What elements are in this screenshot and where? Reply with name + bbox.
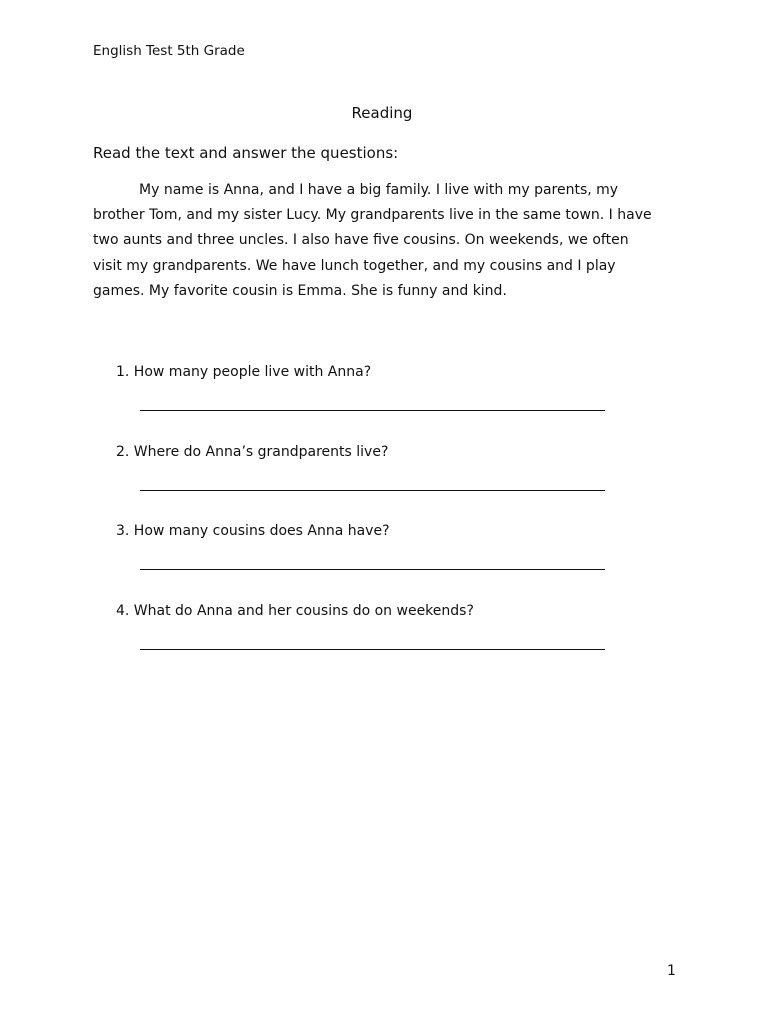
- question-item: [116, 521, 676, 601]
- answer-line: [140, 569, 605, 570]
- question-list: [116, 362, 676, 680]
- question-text: 4. What do Anna and her cousins do on weekends?: [116, 602, 474, 619]
- section-title: Reading: [351, 104, 413, 122]
- instruction-text: Read the text and answer the questions:: [93, 144, 399, 162]
- question-item: [116, 601, 676, 681]
- question-text: 3. How many cousins does Anna have?: [116, 523, 390, 539]
- answer-line: [140, 649, 605, 650]
- question-item: [116, 442, 676, 522]
- question-text: 2. Where do Anna’s grandparents live?: [116, 443, 389, 460]
- answer-line: [140, 490, 605, 491]
- question-text: 1. How many people live with Anna?: [116, 364, 372, 380]
- reading-passage: My name is Anna, and I have a big family. I live with my parents, my brother Tom, and my sister Lucy. My grandparents live in the same town. I have two aunts and three uncles. I also have five cousins. On weekends, we often visit my grandparents. We have lunch together, and my cousins and I play games. My favorite cousin is Emma. She is funny and kind.: [93, 182, 652, 299]
- answer-line: [140, 410, 605, 411]
- page-number: 1: [667, 963, 676, 979]
- question-item: [116, 362, 676, 442]
- page-header: English Test 5th Grade: [93, 43, 245, 59]
